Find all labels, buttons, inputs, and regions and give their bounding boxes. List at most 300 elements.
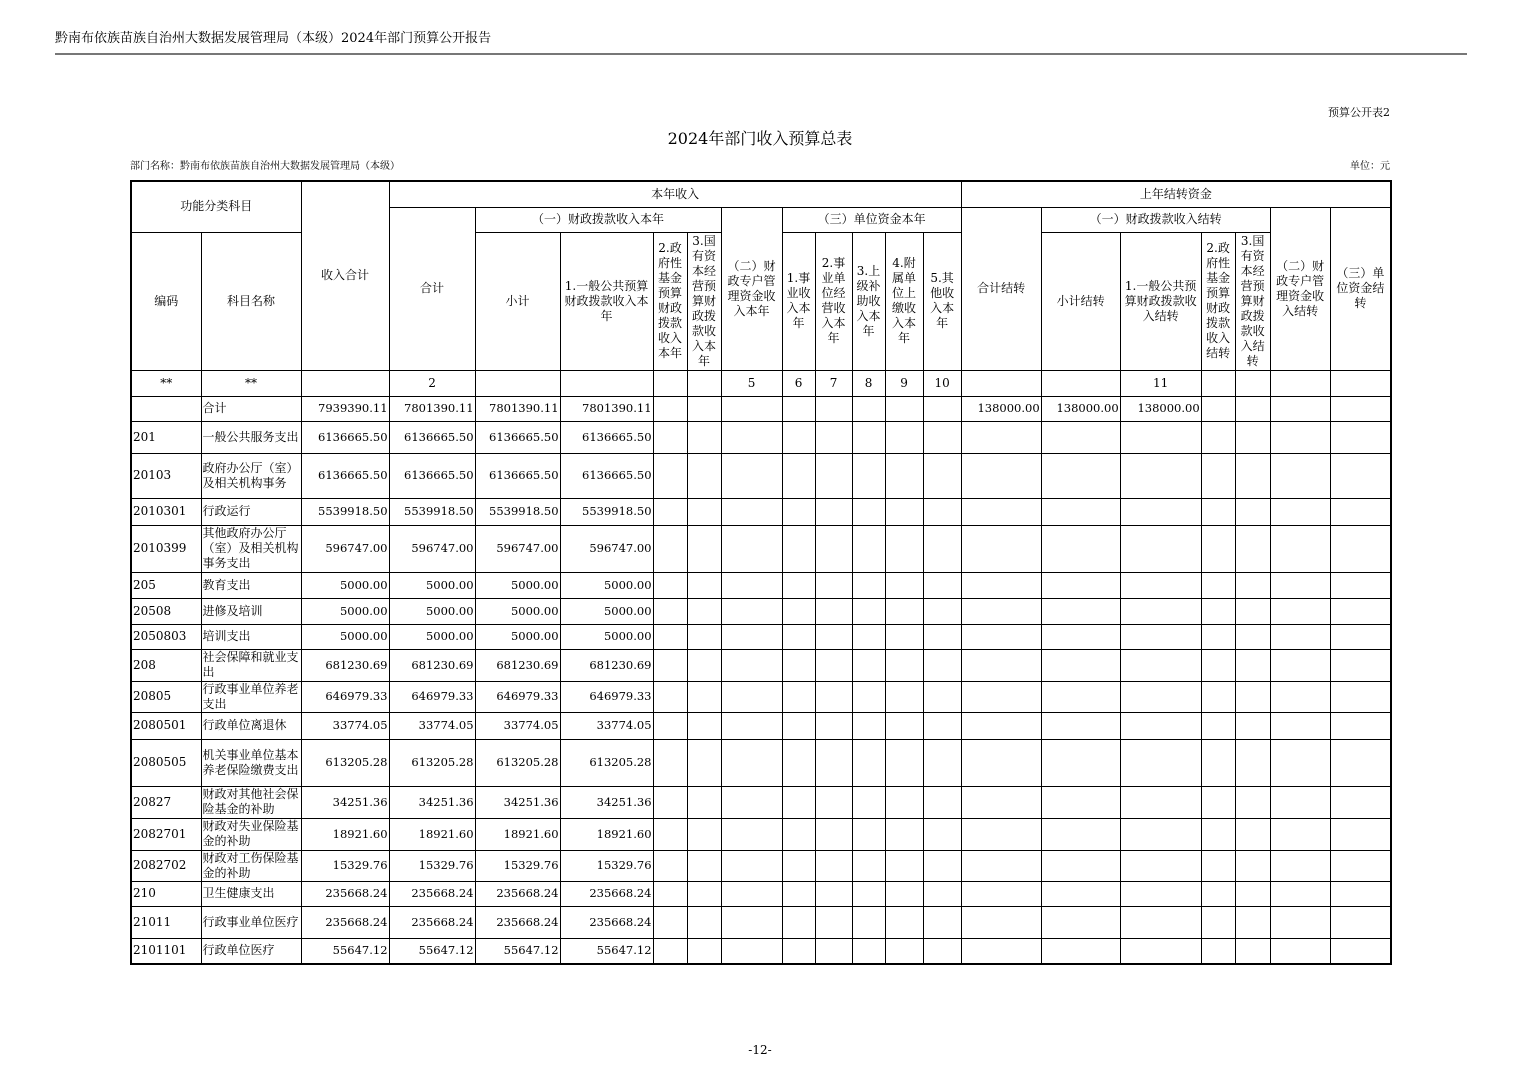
cell-carry-fin-subtotal xyxy=(1041,906,1120,938)
cell-other-income xyxy=(923,906,961,938)
cell-other-income xyxy=(923,453,961,498)
page-number: -12- xyxy=(748,1043,772,1057)
cell-carry-fin-subtotal xyxy=(1041,572,1120,598)
cell-other-income xyxy=(923,498,961,525)
cell-code: 20805 xyxy=(131,681,201,712)
cell-carry-state-capital xyxy=(1235,906,1270,938)
index-cell: 5 xyxy=(721,370,782,396)
cell-cur-fin-subtotal: 5000.00 xyxy=(475,572,560,598)
cell-cur-gov-fund xyxy=(653,498,687,525)
cell-biz-income xyxy=(782,739,815,786)
index-cell: 10 xyxy=(923,370,961,396)
cell-cur-general: 34251.36 xyxy=(560,786,653,818)
cell-cur-state-capital xyxy=(687,572,721,598)
cell-cur-state-capital xyxy=(687,649,721,681)
cell-cur-special xyxy=(721,712,782,739)
cell-code: 20827 xyxy=(131,786,201,818)
cell-affiliated-remit xyxy=(885,712,923,739)
cell-cur-total: 7801390.11 xyxy=(389,396,475,421)
cell-cur-gov-fund xyxy=(653,739,687,786)
cell-cur-gov-fund xyxy=(653,453,687,498)
cell-superior-subsidy xyxy=(852,681,885,712)
cell-carry-general xyxy=(1120,681,1201,712)
cell-code: 2050803 xyxy=(131,624,201,649)
cell-carry-gov-fund xyxy=(1201,525,1235,572)
cell-income-total: 18921.60 xyxy=(301,818,389,850)
cell-carry-total xyxy=(961,421,1041,453)
table-row xyxy=(131,739,1391,786)
cell-biz-operating xyxy=(815,572,852,598)
cell-cur-total: 5000.00 xyxy=(389,598,475,624)
cell-code: 2010301 xyxy=(131,498,201,525)
cell-cur-gov-fund xyxy=(653,712,687,739)
cell-other-income xyxy=(923,396,961,421)
header-code: 编码 xyxy=(131,232,201,370)
cell-affiliated-remit xyxy=(885,881,923,906)
table-row xyxy=(131,786,1391,818)
cell-carry-general xyxy=(1120,881,1201,906)
cell-cur-total: 18921.60 xyxy=(389,818,475,850)
cell-cur-fin-subtotal: 596747.00 xyxy=(475,525,560,572)
cell-income-total: 6136665.50 xyxy=(301,421,389,453)
cell-carry-unit xyxy=(1330,598,1391,624)
cell-carry-total xyxy=(961,739,1041,786)
cell-cur-state-capital xyxy=(687,598,721,624)
table-number: 预算公开表2 xyxy=(1328,106,1390,119)
cell-cur-fin-subtotal: 613205.28 xyxy=(475,739,560,786)
cell-biz-operating xyxy=(815,624,852,649)
cell-carry-gov-fund xyxy=(1201,572,1235,598)
cell-carry-state-capital xyxy=(1235,881,1270,906)
cell-superior-subsidy xyxy=(852,818,885,850)
cell-cur-gov-fund xyxy=(653,649,687,681)
cell-cur-general: 235668.24 xyxy=(560,881,653,906)
header-cur-special: （二）财政专户管理资金收入本年 xyxy=(721,207,782,370)
index-cell xyxy=(1201,370,1235,396)
cell-carry-total: 138000.00 xyxy=(961,396,1041,421)
cell-cur-special xyxy=(721,818,782,850)
table-row xyxy=(131,906,1391,938)
cell-carry-state-capital xyxy=(1235,453,1270,498)
cell-cur-special xyxy=(721,786,782,818)
cell-income-total: 5000.00 xyxy=(301,572,389,598)
cell-cur-special xyxy=(721,498,782,525)
cell-carry-unit xyxy=(1330,906,1391,938)
cell-carry-fin-subtotal xyxy=(1041,453,1120,498)
cell-cur-special xyxy=(721,421,782,453)
cell-cur-state-capital xyxy=(687,906,721,938)
cell-other-income xyxy=(923,850,961,881)
cell-carry-fin-subtotal xyxy=(1041,598,1120,624)
cell-carry-general xyxy=(1120,498,1201,525)
cell-carry-gov-fund xyxy=(1201,453,1235,498)
cell-biz-operating xyxy=(815,525,852,572)
header-carry-unit: （三）单位资金结转 xyxy=(1330,207,1391,370)
cell-biz-income xyxy=(782,498,815,525)
header-cur-total: 合计 xyxy=(389,207,475,370)
cell-superior-subsidy xyxy=(852,938,885,964)
cell-income-total: 613205.28 xyxy=(301,739,389,786)
cell-carry-total xyxy=(961,525,1041,572)
cell-subject-name: 行政事业单位医疗 xyxy=(201,906,301,938)
cell-superior-subsidy xyxy=(852,786,885,818)
cell-biz-income xyxy=(782,421,815,453)
cell-cur-state-capital xyxy=(687,421,721,453)
cell-carry-total xyxy=(961,649,1041,681)
cell-cur-total: 6136665.50 xyxy=(389,421,475,453)
cell-biz-operating xyxy=(815,818,852,850)
cell-subject-name: 卫生健康支出 xyxy=(201,881,301,906)
cell-cur-gov-fund xyxy=(653,624,687,649)
cell-biz-operating xyxy=(815,938,852,964)
cell-carry-special xyxy=(1270,649,1330,681)
header-carry-gov-fund: 2.政府性基金预算财政拨款收入结转 xyxy=(1201,232,1235,370)
cell-cur-special xyxy=(721,681,782,712)
cell-cur-fin-subtotal: 681230.69 xyxy=(475,649,560,681)
index-cell: 2 xyxy=(389,370,475,396)
cell-cur-gov-fund xyxy=(653,881,687,906)
cell-carry-general xyxy=(1120,624,1201,649)
cell-carry-fin-subtotal xyxy=(1041,421,1120,453)
cell-cur-general: 681230.69 xyxy=(560,649,653,681)
cell-cur-state-capital xyxy=(687,624,721,649)
cell-carry-total xyxy=(961,786,1041,818)
cell-carry-general xyxy=(1120,598,1201,624)
cell-biz-income xyxy=(782,818,815,850)
cell-carry-gov-fund xyxy=(1201,598,1235,624)
cell-cur-general: 596747.00 xyxy=(560,525,653,572)
cell-affiliated-remit xyxy=(885,572,923,598)
cell-carry-total xyxy=(961,938,1041,964)
cell-code: 2082702 xyxy=(131,850,201,881)
cell-income-total: 55647.12 xyxy=(301,938,389,964)
cell-carry-total xyxy=(961,598,1041,624)
cell-carry-total xyxy=(961,850,1041,881)
cell-carry-general xyxy=(1120,938,1201,964)
cell-other-income xyxy=(923,786,961,818)
cell-cur-special xyxy=(721,739,782,786)
header-cur-gov-fund: 2.政府性基金预算财政拨款收入本年 xyxy=(653,232,687,370)
cell-cur-general: 55647.12 xyxy=(560,938,653,964)
cell-carry-unit xyxy=(1330,786,1391,818)
cell-other-income xyxy=(923,681,961,712)
cell-other-income xyxy=(923,938,961,964)
cell-subject-name: 合计 xyxy=(201,396,301,421)
cell-cur-general: 15329.76 xyxy=(560,850,653,881)
cell-income-total: 646979.33 xyxy=(301,681,389,712)
cell-carry-general xyxy=(1120,525,1201,572)
cell-cur-gov-fund xyxy=(653,906,687,938)
cell-cur-general: 613205.28 xyxy=(560,739,653,786)
cell-cur-general: 6136665.50 xyxy=(560,453,653,498)
cell-carry-special xyxy=(1270,396,1330,421)
cell-cur-gov-fund xyxy=(653,850,687,881)
cell-carry-special xyxy=(1270,598,1330,624)
cell-cur-special xyxy=(721,572,782,598)
cell-biz-income xyxy=(782,850,815,881)
cell-carry-unit xyxy=(1330,681,1391,712)
cell-biz-operating xyxy=(815,396,852,421)
cell-biz-income xyxy=(782,938,815,964)
cell-carry-unit xyxy=(1330,421,1391,453)
cell-biz-income xyxy=(782,572,815,598)
cell-cur-general: 33774.05 xyxy=(560,712,653,739)
cell-cur-fin-subtotal: 646979.33 xyxy=(475,681,560,712)
cell-cur-total: 5000.00 xyxy=(389,572,475,598)
cell-biz-operating xyxy=(815,739,852,786)
cell-carry-general xyxy=(1120,786,1201,818)
cell-carry-fin-subtotal xyxy=(1041,739,1120,786)
cell-biz-income xyxy=(782,624,815,649)
cell-carry-gov-fund xyxy=(1201,739,1235,786)
cell-income-total: 596747.00 xyxy=(301,525,389,572)
index-cell: ** xyxy=(201,370,301,396)
cell-code: 208 xyxy=(131,649,201,681)
cell-carry-state-capital xyxy=(1235,572,1270,598)
cell-cur-state-capital xyxy=(687,818,721,850)
cell-cur-gov-fund xyxy=(653,598,687,624)
cell-income-total: 5000.00 xyxy=(301,624,389,649)
cell-cur-gov-fund xyxy=(653,396,687,421)
table-row xyxy=(131,498,1391,525)
cell-superior-subsidy xyxy=(852,396,885,421)
cell-cur-fin-subtotal: 7801390.11 xyxy=(475,396,560,421)
cell-carry-fin-subtotal xyxy=(1041,649,1120,681)
cell-biz-income xyxy=(782,881,815,906)
cell-cur-special xyxy=(721,906,782,938)
cell-carry-special xyxy=(1270,818,1330,850)
cell-subject-name: 进修及培训 xyxy=(201,598,301,624)
cell-cur-total: 55647.12 xyxy=(389,938,475,964)
cell-carry-state-capital xyxy=(1235,850,1270,881)
cell-carry-special xyxy=(1270,681,1330,712)
cell-biz-operating xyxy=(815,498,852,525)
cell-affiliated-remit xyxy=(885,906,923,938)
index-row xyxy=(131,370,1391,396)
cell-biz-income xyxy=(782,396,815,421)
cell-biz-income xyxy=(782,649,815,681)
cell-cur-total: 6136665.50 xyxy=(389,453,475,498)
cell-carry-total xyxy=(961,681,1041,712)
cell-carry-fin-subtotal xyxy=(1041,850,1120,881)
cell-subject-name: 教育支出 xyxy=(201,572,301,598)
cell-affiliated-remit xyxy=(885,498,923,525)
cell-other-income xyxy=(923,881,961,906)
cell-subject-name: 财政对失业保险基金的补助 xyxy=(201,818,301,850)
cell-cur-fin-subtotal: 33774.05 xyxy=(475,712,560,739)
index-cell xyxy=(653,370,687,396)
table-row xyxy=(131,396,1391,421)
cell-carry-general xyxy=(1120,906,1201,938)
cell-income-total: 15329.76 xyxy=(301,850,389,881)
cell-cur-gov-fund xyxy=(653,525,687,572)
cell-carry-unit xyxy=(1330,396,1391,421)
cell-cur-fin-subtotal: 18921.60 xyxy=(475,818,560,850)
cell-affiliated-remit xyxy=(885,818,923,850)
cell-subject-name: 培训支出 xyxy=(201,624,301,649)
header-cur-general: 1.一般公共预算财政拨款收入本年 xyxy=(560,232,653,370)
cell-carry-fin-subtotal xyxy=(1041,786,1120,818)
cell-other-income xyxy=(923,818,961,850)
cell-carry-general xyxy=(1120,572,1201,598)
header-row-1 xyxy=(131,181,1391,207)
cell-other-income xyxy=(923,624,961,649)
cell-cur-total: 596747.00 xyxy=(389,525,475,572)
cell-biz-income xyxy=(782,786,815,818)
cell-carry-fin-subtotal xyxy=(1041,938,1120,964)
cell-code: 21011 xyxy=(131,906,201,938)
cell-carry-special xyxy=(1270,712,1330,739)
cell-cur-fin-subtotal: 15329.76 xyxy=(475,850,560,881)
index-cell: ** xyxy=(131,370,201,396)
cell-affiliated-remit xyxy=(885,396,923,421)
cell-other-income xyxy=(923,525,961,572)
header-biz-income: 1.事业收入本年 xyxy=(782,232,815,370)
cell-biz-income xyxy=(782,906,815,938)
cell-affiliated-remit xyxy=(885,624,923,649)
cell-carry-unit xyxy=(1330,818,1391,850)
cell-carry-unit xyxy=(1330,649,1391,681)
cell-carry-general xyxy=(1120,739,1201,786)
cell-carry-state-capital xyxy=(1235,649,1270,681)
cell-cur-total: 235668.24 xyxy=(389,881,475,906)
cell-cur-general: 5000.00 xyxy=(560,598,653,624)
cell-carry-unit xyxy=(1330,712,1391,739)
cell-carry-fin-subtotal xyxy=(1041,712,1120,739)
cell-carry-total xyxy=(961,453,1041,498)
cell-carry-unit xyxy=(1330,739,1391,786)
cell-carry-state-capital xyxy=(1235,739,1270,786)
cell-cur-state-capital xyxy=(687,739,721,786)
cell-biz-operating xyxy=(815,453,852,498)
cell-carry-special xyxy=(1270,938,1330,964)
cell-subject-name: 政府办公厅（室）及相关机构事务 xyxy=(201,453,301,498)
cell-cur-state-capital xyxy=(687,681,721,712)
cell-carry-state-capital xyxy=(1235,396,1270,421)
cell-superior-subsidy xyxy=(852,624,885,649)
cell-carry-special xyxy=(1270,850,1330,881)
cell-cur-total: 15329.76 xyxy=(389,850,475,881)
header-cur-fin-group: （一）财政拨款收入本年 xyxy=(475,207,721,232)
cell-cur-fin-subtotal: 235668.24 xyxy=(475,906,560,938)
cell-superior-subsidy xyxy=(852,906,885,938)
unit-label: 单位：元 xyxy=(1350,161,1390,172)
cell-subject-name: 机关事业单位基本养老保险缴费支出 xyxy=(201,739,301,786)
cell-cur-special xyxy=(721,525,782,572)
cell-affiliated-remit xyxy=(885,421,923,453)
cell-cur-gov-fund xyxy=(653,786,687,818)
cell-carry-state-capital xyxy=(1235,525,1270,572)
cell-cur-total: 235668.24 xyxy=(389,906,475,938)
income-budget-table xyxy=(130,180,1392,965)
cell-biz-income xyxy=(782,681,815,712)
cell-cur-special xyxy=(721,649,782,681)
cell-superior-subsidy xyxy=(852,572,885,598)
cell-cur-state-capital xyxy=(687,938,721,964)
cell-biz-operating xyxy=(815,906,852,938)
index-cell: 11 xyxy=(1120,370,1201,396)
cell-carry-fin-subtotal xyxy=(1041,818,1120,850)
cell-carry-special xyxy=(1270,906,1330,938)
cell-income-total: 235668.24 xyxy=(301,881,389,906)
cell-affiliated-remit xyxy=(885,850,923,881)
cell-cur-total: 681230.69 xyxy=(389,649,475,681)
cell-other-income xyxy=(923,649,961,681)
cell-carry-total xyxy=(961,906,1041,938)
cell-cur-general: 6136665.50 xyxy=(560,421,653,453)
cell-cur-state-capital xyxy=(687,498,721,525)
header-name: 科目名称 xyxy=(201,232,301,370)
header-affiliated-remit: 4.附属单位上缴收入本年 xyxy=(885,232,923,370)
cell-carry-state-capital xyxy=(1235,421,1270,453)
index-cell xyxy=(1330,370,1391,396)
cell-carry-state-capital xyxy=(1235,681,1270,712)
cell-carry-unit xyxy=(1330,453,1391,498)
header-other-income: 5.其他收入本年 xyxy=(923,232,961,370)
cell-carry-special xyxy=(1270,453,1330,498)
cell-income-total: 5000.00 xyxy=(301,598,389,624)
table-row xyxy=(131,938,1391,964)
cell-biz-income xyxy=(782,712,815,739)
cell-cur-fin-subtotal: 55647.12 xyxy=(475,938,560,964)
cell-other-income xyxy=(923,572,961,598)
cell-carry-unit xyxy=(1330,572,1391,598)
cell-carry-special xyxy=(1270,739,1330,786)
cell-other-income xyxy=(923,739,961,786)
index-cell xyxy=(1270,370,1330,396)
cell-income-total: 235668.24 xyxy=(301,906,389,938)
cell-carry-general xyxy=(1120,649,1201,681)
cell-cur-special xyxy=(721,396,782,421)
cell-subject-name: 行政事业单位养老支出 xyxy=(201,681,301,712)
cell-carry-gov-fund xyxy=(1201,850,1235,881)
cell-cur-gov-fund xyxy=(653,572,687,598)
cell-code xyxy=(131,396,201,421)
header-carry-state-capital: 3.国有资本经营预算财政拨款收入结转 xyxy=(1235,232,1270,370)
cell-biz-operating xyxy=(815,786,852,818)
table-row xyxy=(131,649,1391,681)
cell-carry-general xyxy=(1120,818,1201,850)
cell-subject-name: 社会保障和就业支出 xyxy=(201,649,301,681)
cell-cur-total: 5000.00 xyxy=(389,624,475,649)
cell-affiliated-remit xyxy=(885,938,923,964)
cell-affiliated-remit xyxy=(885,453,923,498)
cell-carry-total xyxy=(961,881,1041,906)
cell-carry-fin-subtotal: 138000.00 xyxy=(1041,396,1120,421)
cell-income-total: 5539918.50 xyxy=(301,498,389,525)
cell-carry-general: 138000.00 xyxy=(1120,396,1201,421)
cell-superior-subsidy xyxy=(852,881,885,906)
cell-other-income xyxy=(923,421,961,453)
cell-other-income xyxy=(923,712,961,739)
department-label: 部门名称：黔南布依族苗族自治州大数据发展管理局（本级） xyxy=(130,161,400,172)
cell-carry-state-capital xyxy=(1235,712,1270,739)
table-row xyxy=(131,818,1391,850)
cell-carry-total xyxy=(961,712,1041,739)
cell-biz-operating xyxy=(815,649,852,681)
cell-carry-fin-subtotal xyxy=(1041,881,1120,906)
cell-affiliated-remit xyxy=(885,649,923,681)
header-carry-fin-group: （一）财政拨款收入结转 xyxy=(1041,207,1270,232)
cell-cur-gov-fund xyxy=(653,681,687,712)
cell-superior-subsidy xyxy=(852,739,885,786)
cell-biz-operating xyxy=(815,850,852,881)
cell-carry-gov-fund xyxy=(1201,786,1235,818)
cell-subject-name: 行政单位离退休 xyxy=(201,712,301,739)
report-header: 黔南布依族苗族自治州大数据发展管理局（本级）2024年部门预算公开报告 xyxy=(55,31,492,46)
cell-affiliated-remit xyxy=(885,598,923,624)
cell-biz-operating xyxy=(815,421,852,453)
